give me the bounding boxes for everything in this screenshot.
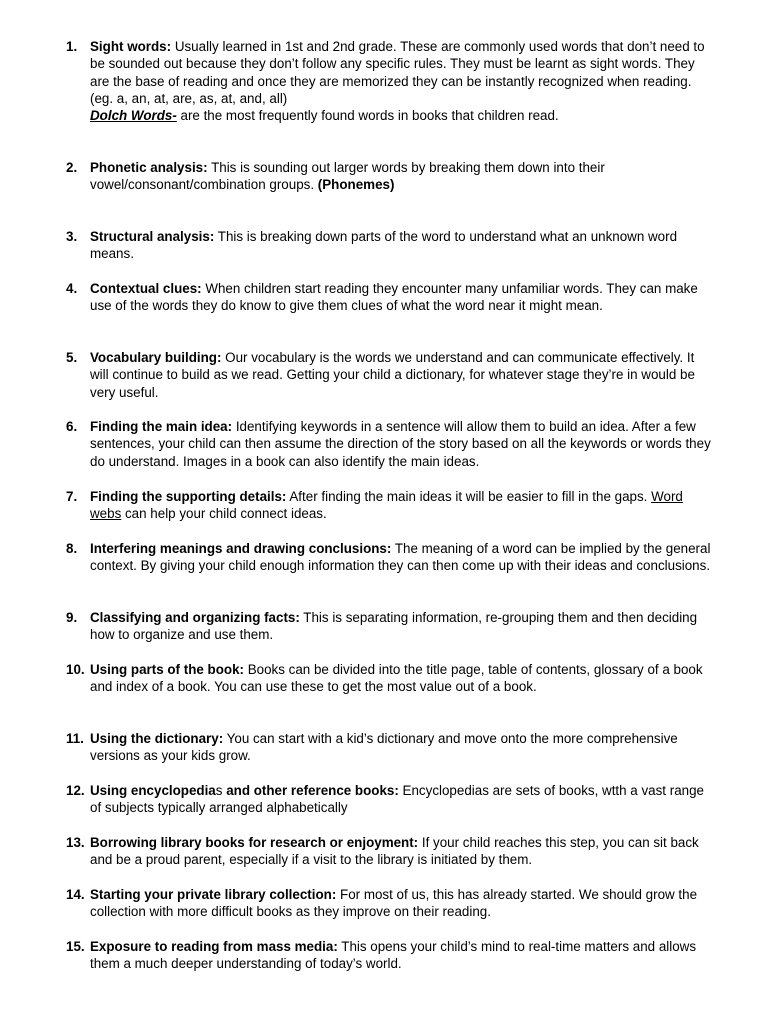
item-text: You can start with a kid’s dictionary and move onto the more comprehensive versions as your kids grow.: [90, 731, 678, 764]
item-term: Interfering meanings and drawing conclusions:: [90, 541, 392, 556]
item-number: 2.: [66, 160, 78, 175]
dolch-words-text: are the most frequently found words in books that children read.: [176, 108, 559, 124]
item-text: Identifying keywords in a sentence will allow them to build an idea. After a few sentences, your child can then assume the direction of the story based on all the keywords or words they do understand. Images in a book can also identify the main ideas.: [90, 419, 711, 469]
item-text: If your child reaches this step, you can sit back and be a proud parent, especially if a visit to the library is initiated by them.: [90, 835, 699, 868]
item-number: 7.: [66, 489, 78, 504]
item-number: 6.: [66, 419, 78, 434]
item-number: 12.: [66, 783, 85, 798]
item-number: 5.: [66, 350, 78, 365]
list-item-parts-of-book: [66, 661, 716, 696]
item-term: Contextual clues:: [90, 281, 202, 296]
list-item-classifying-facts: [66, 609, 716, 644]
item-text: This is separating information, re-grouping them and then deciding how to organize and use them.: [90, 610, 698, 643]
item-number: 15.: [66, 939, 85, 954]
item-term: Vocabulary building:: [90, 350, 222, 365]
list-item-interfering-meanings: [66, 540, 716, 575]
item-text: This is breaking down parts of the word to understand what an unknown word means.: [90, 229, 678, 262]
item-term: Using parts of the book:: [90, 662, 244, 677]
item-text: Encyclopedias are sets of books, wtth a vast range of subjects typically arranged alphabetically: [90, 783, 705, 816]
item-term: Starting your private library collection:: [90, 887, 337, 902]
item-number: 3.: [66, 229, 78, 244]
item-number: 13.: [66, 835, 85, 850]
list-item-contextual-clues: [66, 280, 716, 315]
item-text: When children start reading they encounter many unfamiliar words. They can make use of the words they do know to give them clues of what the word near it might mean.: [90, 281, 698, 314]
list-item-sight-words: [66, 38, 716, 124]
item-term: Finding the main idea:: [90, 419, 233, 434]
list-item-private-library: [66, 886, 716, 921]
item-text-after: can help your child connect ideas.: [121, 506, 327, 522]
item-text: Books can be divided into the title page, table of contents, glossary of a book and index of a book. You can use these to get the most value out of a book.: [90, 662, 703, 695]
item-term: Sight words:: [90, 39, 172, 54]
item-text: The meaning of a word can be implied by the general context. By giving your child enough information they can then come up with their ideas and conclusions.: [90, 541, 711, 574]
item-term: Using the dictionary:: [90, 731, 224, 746]
list-item-finding-main-idea: [66, 418, 716, 470]
item-text: This is sounding out larger words by breaking them down into their vowel/consonant/combination groups.: [90, 160, 605, 193]
list-item-vocabulary-building: [66, 349, 716, 401]
word-webs-link[interactable]: Word webs: [90, 489, 683, 522]
dolch-words-term: Dolch Words-: [90, 108, 177, 124]
list-item-encyclopedias: [66, 782, 716, 817]
item-number: 10.: [66, 662, 85, 677]
list-item-mass-media: [66, 938, 716, 973]
item-term: Phonetic analysis:: [90, 160, 208, 175]
list-item-supporting-details: [66, 488, 716, 523]
item-term: Borrowing library books for research or enjoyment:: [90, 835, 419, 850]
item-number: 14.: [66, 887, 85, 902]
item-number: 4.: [66, 281, 78, 296]
list-item-dictionary: [66, 730, 716, 765]
phonemes-label: (Phonemes): [317, 177, 395, 193]
item-number: 1.: [66, 39, 78, 54]
list-item-structural-analysis: [66, 228, 716, 263]
item-term-plural-s: s: [215, 783, 223, 798]
item-term: Structural analysis:: [90, 229, 215, 244]
list-item-phonetic-analysis: [66, 159, 716, 194]
item-term: Classifying and organizing facts:: [90, 610, 300, 625]
item-text: For most of us, this has already started. We should grow the collection with more difficult books as they improve on their reading.: [90, 887, 698, 920]
item-term-part-a: Using encyclopedia: [90, 783, 216, 798]
item-number: 9.: [66, 610, 78, 625]
item-text: Our vocabulary is the words we understand and can communicate effectively. It will continue to build as we read. Getting your child a dictionary, for whatever stage they’re in would be very useful.: [90, 350, 695, 400]
item-term-part-b: and other reference books:: [222, 783, 399, 798]
item-text: Usually learned in 1st and 2nd grade. These are commonly used words that don’t need to be sounded out because they don’t follow any specific rules. They must be learnt as sight words. They are the base of reading and once they are memorized they can be instantly recognized when reading. (eg. a, an, at, are, as, at, and, all): [90, 39, 705, 106]
item-term: Finding the supporting details:: [90, 489, 287, 504]
item-text: After finding the main ideas it will be easier to fill in the gaps.: [286, 489, 652, 504]
item-number: 8.: [66, 541, 78, 556]
item-text: This opens your child’s mind to real-time matters and allows them a much deeper understanding of today’s world.: [90, 939, 697, 972]
list-item-library-books: [66, 834, 716, 869]
item-number: 11.: [66, 731, 84, 746]
item-term: Exposure to reading from mass media:: [90, 939, 338, 954]
